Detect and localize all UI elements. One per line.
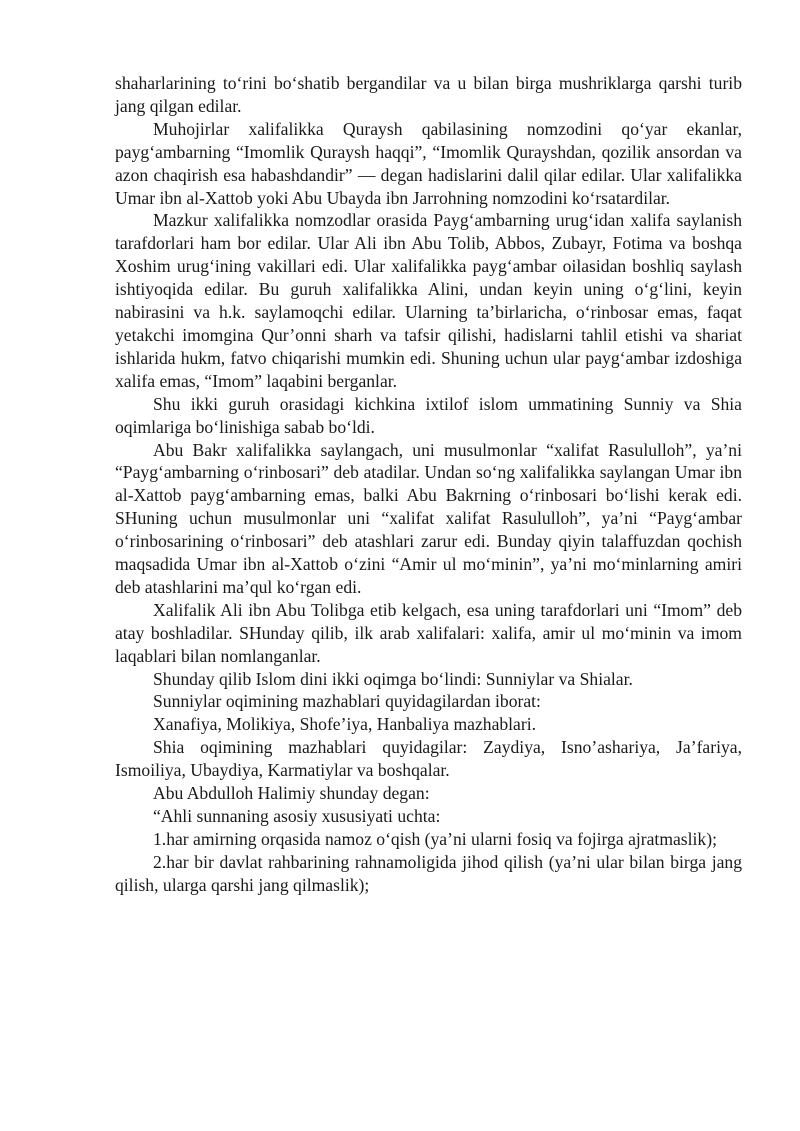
paragraph-10: Shia oqimining mazhablari quyidagilar: Zaydiya, Isno’ashariya, Ja’fariya, Ismoiliya, Ubaydiya, Karmatiylar va boshqalar. [115,737,742,781]
paragraph-14: 2.har bir davlat rahbarining rahnamoligida jihod qilish (ya’ni ular bilan birga jang qilish, ularga qarshi jang qilmaslik); [115,851,742,895]
document-page [115,72,742,897]
paragraph-12: “Ahli sunnaning asosiy xususiyati uchta: [153,806,441,826]
paragraph-5: Abu Bakr xalifalikka saylangach, uni musulmonlar “xalifat Rasululloh”, ya’ni “Payg‘ambarning o‘rinbosari” deb atadilar. Undan so‘ng xalifalikka saylangan Umar ibn al-Xattob payg‘ambarning emas, balki Abu Bakrning o‘rinbosari bo‘lishi kerak edi. SHuning uchun musulmonlar uni “xalifat xalifat Rasululloh”, ya’ni “Payg‘ambar o‘rinbosarining o‘rinbosari” deb atashlari zarur edi. Bunday qiyin talaffuzdan qochish maqsadida Umar ibn al-Xattob o‘zini “Amir ul mo‘minin”, ya’ni mo‘minlarning amiri deb atashlarini ma’qul ko‘rgan edi. [115,439,742,597]
paragraph-3: Mazkur xalifalikka nomzodlar orasida Payg‘ambarning urug‘idan xalifa saylanish tarafdorlari ham bor edilar. Ular Ali ibn Abu Tolib, Abbos, Zubayr, Fotima va boshqa Xoshim urug‘ining vakillari edi. Ular xalifalikka payg‘ambar oilasidan boshliq saylash ishtiyoqida edilar. Bu guruh xalifalikka Alini, undan keyin uning o‘g‘lini, keyin nabirasini va h.k. saylamoqchi edilar. Ularning ta’birlaricha, o‘rinbosar emas, faqat yetakchi imomgina Qur’onni sharh va tafsir qilishi, hadislarni tahlil etishi va shariat ishlarida hukm, fatvo chiqarishi mumkin edi. Shuning uchun ular payg‘ambar izdoshiga xalifa emas, “Imom” laqabini berganlar. [115,210,742,391]
paragraph-11: Abu Abdulloh Halimiy shunday degan: [153,783,430,804]
paragraph-4: Shu ikki guruh orasidagi kichkina ixtilof islom ummatining Sunniy va Shia oqimlariga bo‘linishiga sabab bo‘ldi. [115,393,742,437]
paragraph-8: Sunniylar oqimining mazhablari quyidagilardan iborat: [153,691,541,712]
paragraph-7: Shunday qilib Islom dini ikki oqimga bo‘lindi: Sunniylar va Shialar. [153,668,633,689]
paragraph-2: Muhojirlar xalifalikka Quraysh qabilasining nomzodini qo‘yar ekanlar, payg‘ambarning “Imomlik Quraysh haqqi”, “Imomlik Qurayshdan, qozilik ansordan va azon chaqirish esa habashdandir” — degan hadislarini dalil qilar edilar. Ular xalifalikka Umar ibn al-Xattob yoki Abu Ubayda ibn Jarrohning nomzodini ko‘rsatardilar. [115,118,742,208]
paragraph-9: Xanafiya, Molikiya, Shofe’iya, Hanbaliya mazhablari. [153,714,537,735]
paragraph-13: 1.har amirning orqasida namoz o‘qish (ya’ni ularni fosiq va fojirga ajratmaslik); [153,828,717,849]
paragraph-1: shaharlarining to‘rini bo‘shatib bergandilar va u bilan birga mushriklarga qarshi turib jang qilgan edilar. [115,73,742,116]
paragraph-6: Xalifalik Ali ibn Abu Tolibga etib kelgach, esa uning tarafdorlari uni “Imom” deb atay boshladilar. SHunday qilib, ilk arab xalifalari: xalifa, amir ul mo‘minin va imom laqablari bilan nomlanganlar. [115,599,742,666]
